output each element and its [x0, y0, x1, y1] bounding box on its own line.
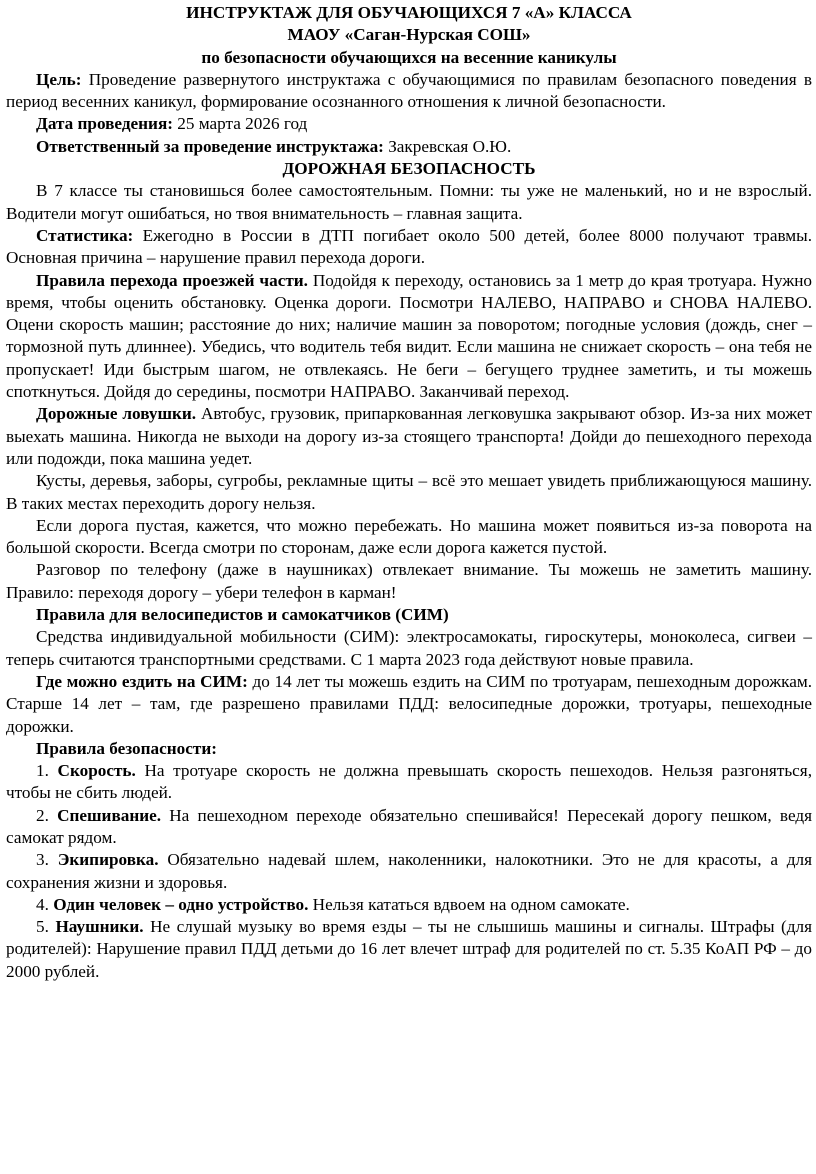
- rule-label: Скорость.: [57, 761, 136, 781]
- where-paragraph: [6, 671, 812, 738]
- sim-intro-paragraph: Средства индивидуальной мобильности (СИМ): электросамокаты, гироскутеры, моноколеса, сигвеи – теперь считаются транспортными средствами. С 1 марта 2023 года действуют новые правила.: [6, 627, 812, 669]
- rule-item: [6, 805, 812, 850]
- rule-item: [6, 760, 812, 805]
- where-text: до 14 лет ты можешь ездить на СИМ по тротуарам, пешеходным дорожкам. Старше 14 лет – там, где разрешено правилами ПДД: велосипедные дорожки, тротуары, пешеходные дорожки.: [6, 671, 813, 736]
- crossing-paragraph: [6, 270, 812, 404]
- responsible-text: Закревская О.Ю.: [383, 136, 512, 156]
- date-paragraph: [6, 113, 812, 135]
- stats-label: Статистика:: [36, 225, 134, 245]
- traps-paragraph: [6, 403, 812, 470]
- rule-text: На тротуаре скорость не должна превышать скорость пешеходов. Нельзя разгоняться, чтобы не сбить людей.: [6, 761, 812, 803]
- phone-paragraph: Разговор по телефону (даже в наушниках) отвлекает внимание. Ты можешь не заметить машину. Правило: переходя дорогу – убери телефон в карман!: [6, 560, 812, 602]
- safety-title-text: Правила безопасности:: [36, 738, 217, 758]
- date-text: 25 марта 2026 год: [172, 114, 308, 134]
- rule-number: 3.: [36, 850, 49, 870]
- rule-number: 1.: [36, 761, 49, 781]
- rule-text: Обязательно надевай шлем, наколенники, налокотники. Это не для красоты, а для сохранения жизни и здоровья.: [6, 850, 812, 892]
- where-label: Где можно ездить на СИМ:: [36, 671, 248, 691]
- rule-item: [6, 849, 812, 894]
- rule-label: Наушники.: [55, 917, 144, 937]
- date-label: Дата проведения:: [36, 114, 173, 134]
- safety-title: [6, 738, 812, 760]
- rule-number: 2.: [36, 805, 49, 825]
- rule-label: Экипировка.: [57, 850, 159, 870]
- header-school: МАОУ «Саган-Нурская СОШ»: [287, 25, 531, 45]
- stats-text: Ежегодно в России в ДТП погибает около 500 детей, более 8000 получают травмы. Основная причина – нарушение правил перехода дороги.: [6, 225, 812, 268]
- responsible-label: Ответственный за проведение инструктажа:: [36, 136, 384, 156]
- rule-item: [6, 894, 812, 916]
- header-title: ИНСТРУКТАЖ ДЛЯ ОБУЧАЮЩИХСЯ 7 «А» КЛАССА: [186, 3, 632, 22]
- rule-text: Не слушай музыку во время езды – ты не слышишь машины и сигналы. Штрафы (для родителей): Нарушение правил ПДД детьми до 16 лет влечет штраф для родителей по ст. 5.35 КоАП РФ – до 2000 рублей.: [6, 917, 813, 981]
- stats-paragraph: [6, 225, 812, 270]
- bushes-paragraph: Кусты, деревья, заборы, сугробы, рекламные щиты – всё это мешает увидеть приближающуюся машину. В таких местах переходить дорогу нельзя.: [6, 471, 812, 513]
- sim-title: [6, 604, 812, 626]
- responsible-paragraph: [6, 136, 812, 158]
- traps-text: Автобус, грузовик, припаркованная легковушка закрывают обзор. Из-за них может выехать машина. Никогда не выходи на дорогу из-за стоящего транспорта! Дойди до пешеходного перехода или подожди, пока машина уедет.: [6, 404, 812, 468]
- header-subtitle: по безопасности обучающихся на весенние каникулы: [201, 47, 617, 67]
- goal-text: Проведение развернутого инструктажа с обучающимися по правилам безопасного поведения в период весенних каникул, формирование осознанного отношения к личной безопасности.: [6, 69, 812, 112]
- rule-number: 5.: [36, 917, 49, 937]
- rule-label: Спешивание.: [57, 805, 162, 825]
- rule-item: [6, 916, 812, 983]
- rule-text: Нельзя кататься вдвоем на одном самокате.: [308, 894, 630, 914]
- intro-paragraph: В 7 классе ты становишься более самостоятельным. Помни: ты уже не маленький, но и не взрослый. Водители могут ошибаться, но твоя внимательность – главная защита.: [6, 181, 812, 223]
- section-title: ДОРОЖНАЯ БЕЗОПАСНОСТЬ: [282, 159, 536, 179]
- goal-label: Цель:: [36, 69, 82, 89]
- empty-road-paragraph: Если дорога пустая, кажется, что можно перебежать. Но машина может появиться из-за поворота на большой скорости. Всегда смотри по сторонам, даже если дорога кажется пустой.: [6, 515, 812, 558]
- crossing-text: Подойдя к переходу, остановись за 1 метр до края тротуара. Нужно время, чтобы оценить обстановку. Оценка дороги. Посмотри НАЛЕВО, НАПРАВО и СНОВА НАЛЕВО. Оцени скорость машин; расстояние до них; наличие машин за поворотом; погодные условия (дождь, снег – тормозной путь длиннее). Убедись, что водитель тебя видит. Если машина не снижает скорость – она тебя не пропускает! Иди быстрым шагом, не отвлекаясь. Не беги – бегущего труднее заметить, и ты можешь споткнуться. Дойдя до середины, посмотри НАПРАВО. Заканчивай переход.: [6, 270, 812, 402]
- rule-label: Один человек – одно устройство.: [53, 894, 309, 914]
- crossing-label: Правила перехода проезжей части.: [36, 270, 308, 290]
- traps-label: Дорожные ловушки.: [36, 404, 197, 424]
- document-header: [6, 0, 812, 69]
- rule-text: На пешеходном переходе обязательно спешивайся! Пересекай дорогу пешком, ведя самокат рядом.: [6, 805, 812, 847]
- rule-number: 4.: [36, 894, 49, 914]
- sim-title-text: Правила для велосипедистов и самокатчиков (СИМ): [36, 605, 449, 625]
- goal-paragraph: [6, 69, 812, 114]
